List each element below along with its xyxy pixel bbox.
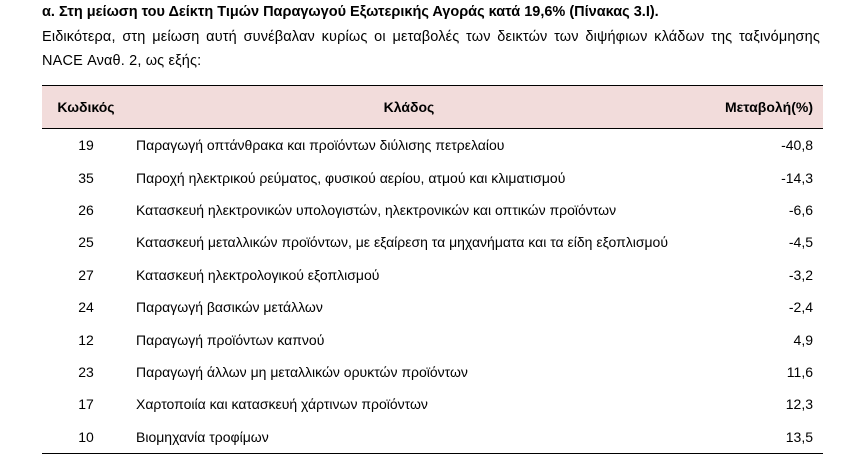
row-sector: Βιομηχανία τροφίμων <box>136 428 269 445</box>
row-code: 24 <box>78 299 94 316</box>
row-sector: Παραγωγή άλλων μη μεταλλικών ορυκτών προϊόντων <box>136 363 468 380</box>
row-sector: Κατασκευή ηλεκτρολογικού εξοπλισμού <box>136 266 380 283</box>
row-change: -3,2 <box>788 266 813 283</box>
table-row <box>42 388 823 420</box>
table-row <box>42 129 823 161</box>
row-sector: Παραγωγή βασικών μετάλλων <box>136 299 323 316</box>
table-row <box>42 226 823 258</box>
row-code: 26 <box>78 201 94 218</box>
header-code: Κωδικός <box>57 99 115 115</box>
row-code: 12 <box>78 331 94 348</box>
header-sector: Κλάδος <box>383 99 435 115</box>
row-change: 4,9 <box>793 331 813 348</box>
row-change: -4,5 <box>788 234 813 251</box>
sector-change-table <box>42 85 823 454</box>
table-row <box>42 323 823 355</box>
row-sector: Χαρτοποιία και κατασκευή χάρτινων προϊόντων <box>136 396 428 413</box>
intro-paragraph: Ειδικότερα, στη μείωση αυτή συνέβαλαν κυρίως οι μεταβολές των δεικτών των διψήφιων κλάδων της ταξινόμησης NACE Αναθ. 2, ως εξής: <box>42 29 820 69</box>
row-change: 12,3 <box>785 396 813 413</box>
table-header <box>42 85 823 129</box>
table-row <box>42 356 823 388</box>
row-change: 13,5 <box>785 428 813 445</box>
row-code: 25 <box>78 234 94 251</box>
row-code: 23 <box>78 363 94 380</box>
row-change: -40,8 <box>781 137 813 154</box>
row-code: 17 <box>78 396 94 413</box>
header-change <box>688 86 823 128</box>
header-change-label: Μεταβολή <box>725 98 792 115</box>
table-row <box>42 194 823 226</box>
header-change-unit: (%) <box>791 98 813 115</box>
row-sector: Παροχή ηλεκτρικού ρεύματος, φυσικού αερίου, ατμού και κλιματισμού <box>136 169 566 186</box>
row-sector: Παραγωγή οπτάνθρακα και προϊόντων διύλισης πετρελαίου <box>136 137 505 154</box>
table-body <box>42 129 823 454</box>
table-row <box>42 161 823 193</box>
row-code: 19 <box>78 137 94 154</box>
row-code: 35 <box>78 169 94 186</box>
table-row <box>42 291 823 323</box>
row-sector: Κατασκευή μεταλλικών προϊόντων, με εξαίρεση τα μηχανήματα και τα είδη εξοπλισμού <box>136 234 668 251</box>
row-change: -6,6 <box>788 201 813 218</box>
table-row <box>42 259 823 291</box>
row-code: 27 <box>78 266 94 283</box>
row-change: -2,4 <box>788 299 813 316</box>
table-row <box>42 421 823 453</box>
row-sector: Κατασκευή ηλεκτρονικών υπολογιστών, ηλεκτρονικών και οπτικών προϊόντων <box>136 201 617 218</box>
section-heading: α. Στη μείωση του Δείκτη Τιμών Παραγωγού Εξωτερικής Αγοράς κατά 19,6% (Πίνακας 3.Ι). <box>42 4 659 20</box>
row-sector: Παραγωγή προϊόντων καπνού <box>136 331 325 348</box>
row-code: 10 <box>78 428 94 445</box>
row-change: -14,3 <box>781 169 813 186</box>
row-change: 11,6 <box>786 363 813 380</box>
